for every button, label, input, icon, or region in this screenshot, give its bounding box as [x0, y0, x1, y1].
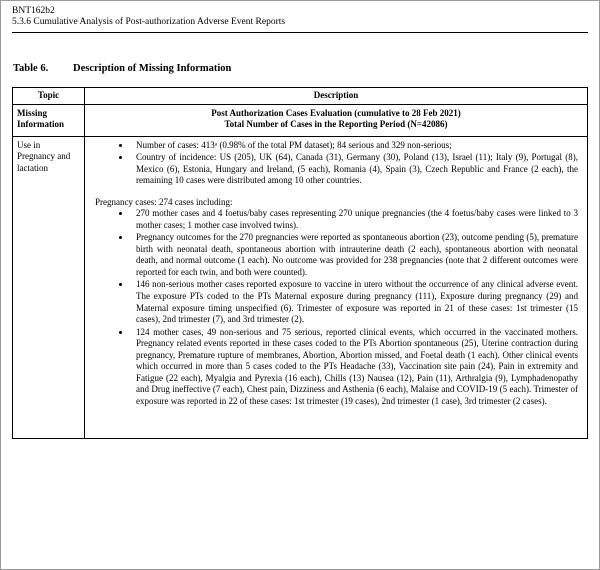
list-item: • Number of cases: 413ᵃ (0.98% of the total PM dataset); 84 serious and 329 non-serious; — [131, 140, 578, 152]
subheader-line-2: Total Number of Cases in the Reporting Period (N=42086) — [224, 119, 448, 130]
doc-id: BNT162b2 — [12, 6, 55, 16]
list-item: • 124 mother cases, 49 non-serious and 75 serious, reported clinical events, which occurred in the vaccinated mothers. Pregnancy related events reported in these cases coded to the PTs Abortion spontaneous (25), Uterine contraction during pregnancy, Premature rupture of membranes, Abortion, Abortion missed, and Foetal death (1 each). Other clinical events which occurred in more than 5 cases coded to the PTs Headache (33), Vaccination site pain (24), Pain in extremity and Fatigue (22 each), Myalgia and Pyrexia (16 each), Chills (13) Nausea (12), Pain (11), Arthralgia (9), Lymphadenopathy and Drug ineffective (7 each), Chest pain, Dizziness and Asthenia (6 each), Malaise and COVID-19 (5 each). Trimester of exposure was reported in 22 of these cases: 1st trimester (19 cases), 2nd trimester (1 case), 3rd trimester (2 cases). — [131, 327, 578, 408]
table-title — [13, 63, 588, 74]
case-count-bullet-list — [94, 140, 578, 187]
subheader-line-1: Post Authorization Cases Evaluation (cumulative to 28 Feb 2021) — [211, 107, 461, 118]
column-header-topic: Topic — [13, 88, 85, 105]
row-topic-cell: Use in Pregnancy and lactation — [13, 136, 85, 438]
section-title: 5.3.6 Cumulative Analysis of Post-authorization Adverse Event Reports — [12, 17, 588, 33]
table-header-row — [13, 88, 588, 105]
subheader-description-cell — [85, 104, 588, 136]
list-item: • 146 non-serious mother cases reported exposure to vaccine in utero without the occurrence of any clinical adverse event. The exposure PTs coded to the PTs Maternal exposure during pregnancy (111), Exposure during pregnancy (29) and Maternal exposure timing unspecified (6). Trimester of exposure was reported in 21 of these cases: 1st trimester (15 cases), 2nd trimester (7), and 3rd trimester (2). — [131, 279, 578, 325]
table-label: Table 6. — [13, 63, 49, 75]
missing-information-table — [12, 87, 588, 439]
column-header-description: Description — [85, 88, 588, 105]
table-subheader-row — [13, 104, 588, 136]
pregnancy-bullet-list — [94, 208, 578, 278]
row-description-cell — [85, 136, 588, 438]
page-content — [1, 1, 599, 439]
pregnancy-cases-intro: Pregnancy cases: 274 cases including: — [95, 196, 233, 207]
table-title-text: Description of Missing Information — [73, 63, 232, 75]
list-item: • Pregnancy outcomes for the 270 pregnancies were reported as spontaneous abortion (23), outcome pending (5), premature birth with neonatal death, spontaneous abortion with intrauterine death (2 each), spontaneous abortion with neonatal death, and normal outcome (1 each). No outcome was provided for 238 pregnancies (note that 2 different outcomes were reported for each twin, and both were counted). — [131, 232, 578, 278]
table-row — [13, 136, 588, 438]
list-item: • 270 mother cases and 4 foetus/baby cases representing 270 unique pregnancies (the 4 foetus/baby cases were linked to 3 mother cases; 1 mother case involved twins). — [131, 208, 578, 231]
exposure-bullet-list — [94, 279, 578, 407]
list-item: • Country of incidence: US (205), UK (64), Canada (31), Germany (30), Poland (13), Israel (11); Italy (9), Portugal (8), Mexico (6), Estonia, Hungary and Ireland, (5 each), Romania (4), Spain (3), Czech Republic and France (2 each), the remaining 10 cases were distributed among 10 other countries. — [131, 152, 578, 187]
subheader-topic-cell: Missing Information — [13, 104, 85, 136]
